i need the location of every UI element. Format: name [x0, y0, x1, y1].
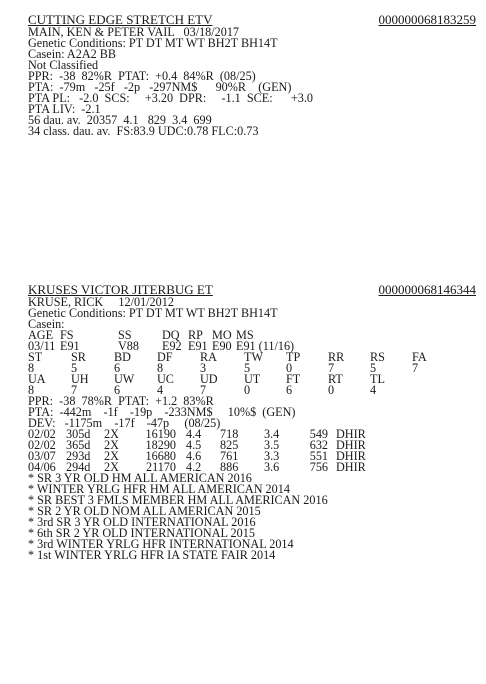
lactation-row	[28, 440, 476, 451]
trait-value: 5	[244, 361, 251, 375]
classification: Not Classified	[28, 58, 99, 72]
genetic-conditions: Genetic Conditions: PT DT MT WT BH2T BH14T	[28, 36, 278, 50]
trait-value: 7	[200, 383, 207, 397]
award-item: * SR 2 YR OLD NOM ALL AMERICAN 2015	[28, 504, 261, 518]
trait-label: RS	[370, 350, 385, 364]
trait-label	[412, 374, 452, 385]
lact-source: DHIR	[336, 449, 366, 463]
trait-value: 8	[28, 361, 35, 375]
col-mo: MO	[212, 328, 232, 342]
lact-fat-lbs: 718	[220, 427, 239, 441]
lact-protein-pct: 3.4	[264, 427, 280, 441]
trait-label: FA	[412, 350, 427, 364]
trait-label: FT	[286, 372, 301, 386]
lact-milkings: 2X	[104, 460, 119, 474]
trait-label: RT	[328, 372, 343, 386]
trait-label: TW	[244, 350, 263, 364]
trait-label: UW	[114, 372, 135, 386]
daughter-average: 56 dau. av. 20357 4.1 829 3.4 699	[28, 113, 212, 127]
award-item: * 3rd WINTER YRLG HFR INTERNATIONAL 2014	[28, 537, 294, 551]
trait-value: 6	[286, 383, 293, 397]
ppr-line: PPR: -38 78%R PTAT: +1.2 83%R	[28, 394, 214, 408]
lact-protein-pct: 3.5	[264, 438, 280, 452]
lactation-row	[28, 429, 476, 440]
trait-value: 5	[71, 361, 78, 375]
lact-protein-lbs: 756	[309, 460, 328, 474]
trait-value: 4	[370, 383, 377, 397]
lact-milkings: 2X	[104, 449, 119, 463]
class-daughter-average: 34 class. dau. av. FS:83.9 UDC:0.78 FLC:0.73	[28, 124, 259, 138]
lact-protein-lbs: 549	[309, 427, 328, 441]
lactation-records	[28, 429, 476, 473]
award-item: * WINTER YRLG HFR HM ALL AMERICAN 2014	[28, 482, 290, 496]
pta-line: PTA: -79m -25f -2p -297NM$ 90%R (GEN)	[28, 80, 292, 94]
trait-label: DF	[157, 350, 173, 364]
trait-label: RA	[200, 350, 217, 364]
linear-traits-header-2	[28, 374, 476, 385]
lact-days: 305d	[66, 427, 91, 441]
registration-number: 000000068183259	[378, 12, 476, 27]
lact-protein-pct: 3.6	[264, 460, 280, 474]
lact-milk: 16680	[145, 449, 176, 463]
val-ms: E91 (11/16)	[236, 339, 295, 353]
val-dq: E92	[162, 339, 182, 353]
trait-label: UC	[157, 372, 174, 386]
pedigree-record-2	[28, 284, 476, 561]
dev-line: DEV: -1175m -17f -47p (08/25)	[28, 416, 221, 430]
trait-value: 6	[114, 383, 121, 397]
genetic-conditions: Genetic Conditions: PT DT MT WT BH2T BH14T	[28, 306, 278, 320]
animal-name: CUTTING EDGE STRETCH ETV	[28, 12, 213, 27]
pedigree-record-1	[28, 14, 476, 137]
trait-label: UH	[71, 372, 89, 386]
award-item: * 3rd SR 3 YR OLD INTERNATIONAL 2016	[28, 515, 256, 529]
col-ss: SS	[118, 328, 132, 342]
award-item: * 1st WINTER YRLG HFR IA STATE FAIR 2014	[28, 548, 276, 562]
val-mo: E90	[212, 339, 232, 353]
lact-age: 02/02	[28, 427, 56, 441]
award-item: * 6th SR 2 YR OLD INTERNATIONAL 2015	[28, 526, 255, 540]
trait-label: UT	[244, 372, 261, 386]
casein: Casein:	[28, 317, 65, 331]
trait-value: 3	[200, 361, 207, 375]
trait-value: 0	[328, 383, 335, 397]
lact-milkings: 2X	[104, 438, 119, 452]
col-rp: RP	[188, 328, 203, 342]
trait-label: UD	[200, 372, 218, 386]
trait-value: 8	[28, 383, 35, 397]
trait-label: RR	[328, 350, 345, 364]
lact-protein-pct: 3.3	[264, 449, 280, 463]
ppr-line: PPR: -38 82%R PTAT: +0.4 84%R (08/25)	[28, 69, 256, 83]
trait-value: 7	[71, 383, 78, 397]
lact-fat-pct: 4.5	[186, 438, 202, 452]
lact-days: 365d	[66, 438, 91, 452]
lact-fat-pct: 4.6	[186, 449, 202, 463]
lact-age: 02/02	[28, 438, 56, 452]
owner-line: MAIN, KEN & PETER VAIL 03/18/2017	[28, 25, 240, 39]
col-dq: DQ	[162, 328, 180, 342]
pta-pl-line: PTA PL: -2.0 SCS: +3.20 DPR: -1.1 SCE: +3.0	[28, 91, 314, 105]
lact-fat-pct: 4.4	[186, 427, 202, 441]
owner-line: KRUSE, RICK 12/01/2012	[28, 295, 174, 309]
registration-number: 000000068146344	[378, 282, 476, 297]
trait-value	[412, 385, 452, 396]
col-fs: FS	[60, 328, 74, 342]
trait-label: ST	[28, 350, 43, 364]
lact-fat-lbs: 825	[220, 438, 239, 452]
linear-traits-header-1	[28, 352, 476, 363]
lact-protein-lbs: 632	[309, 438, 328, 452]
lact-days: 293d	[66, 449, 91, 463]
val-fs: E91	[60, 339, 80, 353]
trait-value: 0	[286, 361, 293, 375]
trait-label: BD	[114, 350, 131, 364]
pta-liv-line: PTA LIV: -2.1	[28, 102, 101, 116]
lact-source: DHIR	[336, 460, 366, 474]
trait-value: 6	[114, 361, 121, 375]
lact-age: 04/06	[28, 460, 56, 474]
trait-value: 0	[244, 383, 251, 397]
pta-line: PTA: -442m -1f -19p -233NM$ 10%$ (GEN)	[28, 405, 296, 419]
val-age: 03/11	[28, 339, 56, 353]
award-item: * SR BEST 3 FMLS MEMBER HM ALL AMERICAN 2016	[28, 493, 328, 507]
trait-label: UA	[28, 372, 46, 386]
lact-fat-lbs: 886	[220, 460, 239, 474]
lact-source: DHIR	[336, 427, 366, 441]
trait-label: TP	[286, 350, 301, 364]
lact-milk: 16190	[145, 427, 176, 441]
val-ss: V88	[118, 339, 139, 353]
animal-name: KRUSES VICTOR JITERBUG ET	[28, 282, 213, 297]
val-rp: E91	[188, 339, 208, 353]
lactation-row	[28, 451, 476, 462]
lact-source: DHIR	[336, 438, 366, 452]
lact-fat-lbs: 761	[220, 449, 239, 463]
trait-label: TL	[370, 372, 385, 386]
awards-list	[28, 473, 476, 561]
lact-protein-lbs: 551	[309, 449, 328, 463]
lact-age: 03/07	[28, 449, 56, 463]
lact-days: 294d	[66, 460, 91, 474]
lact-milk: 18290	[145, 438, 176, 452]
trait-value: 8	[157, 361, 164, 375]
trait-value: 5	[370, 361, 377, 375]
trait-value: 7	[412, 361, 419, 375]
trait-label: SR	[71, 350, 86, 364]
casein: Casein: A2A2 BB	[28, 47, 117, 61]
col-age: AGE	[28, 328, 54, 342]
award-item: * SR 3 YR OLD HM ALL AMERICAN 2016	[28, 471, 252, 485]
lact-fat-pct: 4.2	[186, 460, 202, 474]
col-ms: MS	[236, 328, 254, 342]
trait-value: 7	[328, 361, 335, 375]
lact-milkings: 2X	[104, 427, 119, 441]
lact-milk: 21170	[145, 460, 176, 474]
trait-value: 4	[157, 383, 164, 397]
